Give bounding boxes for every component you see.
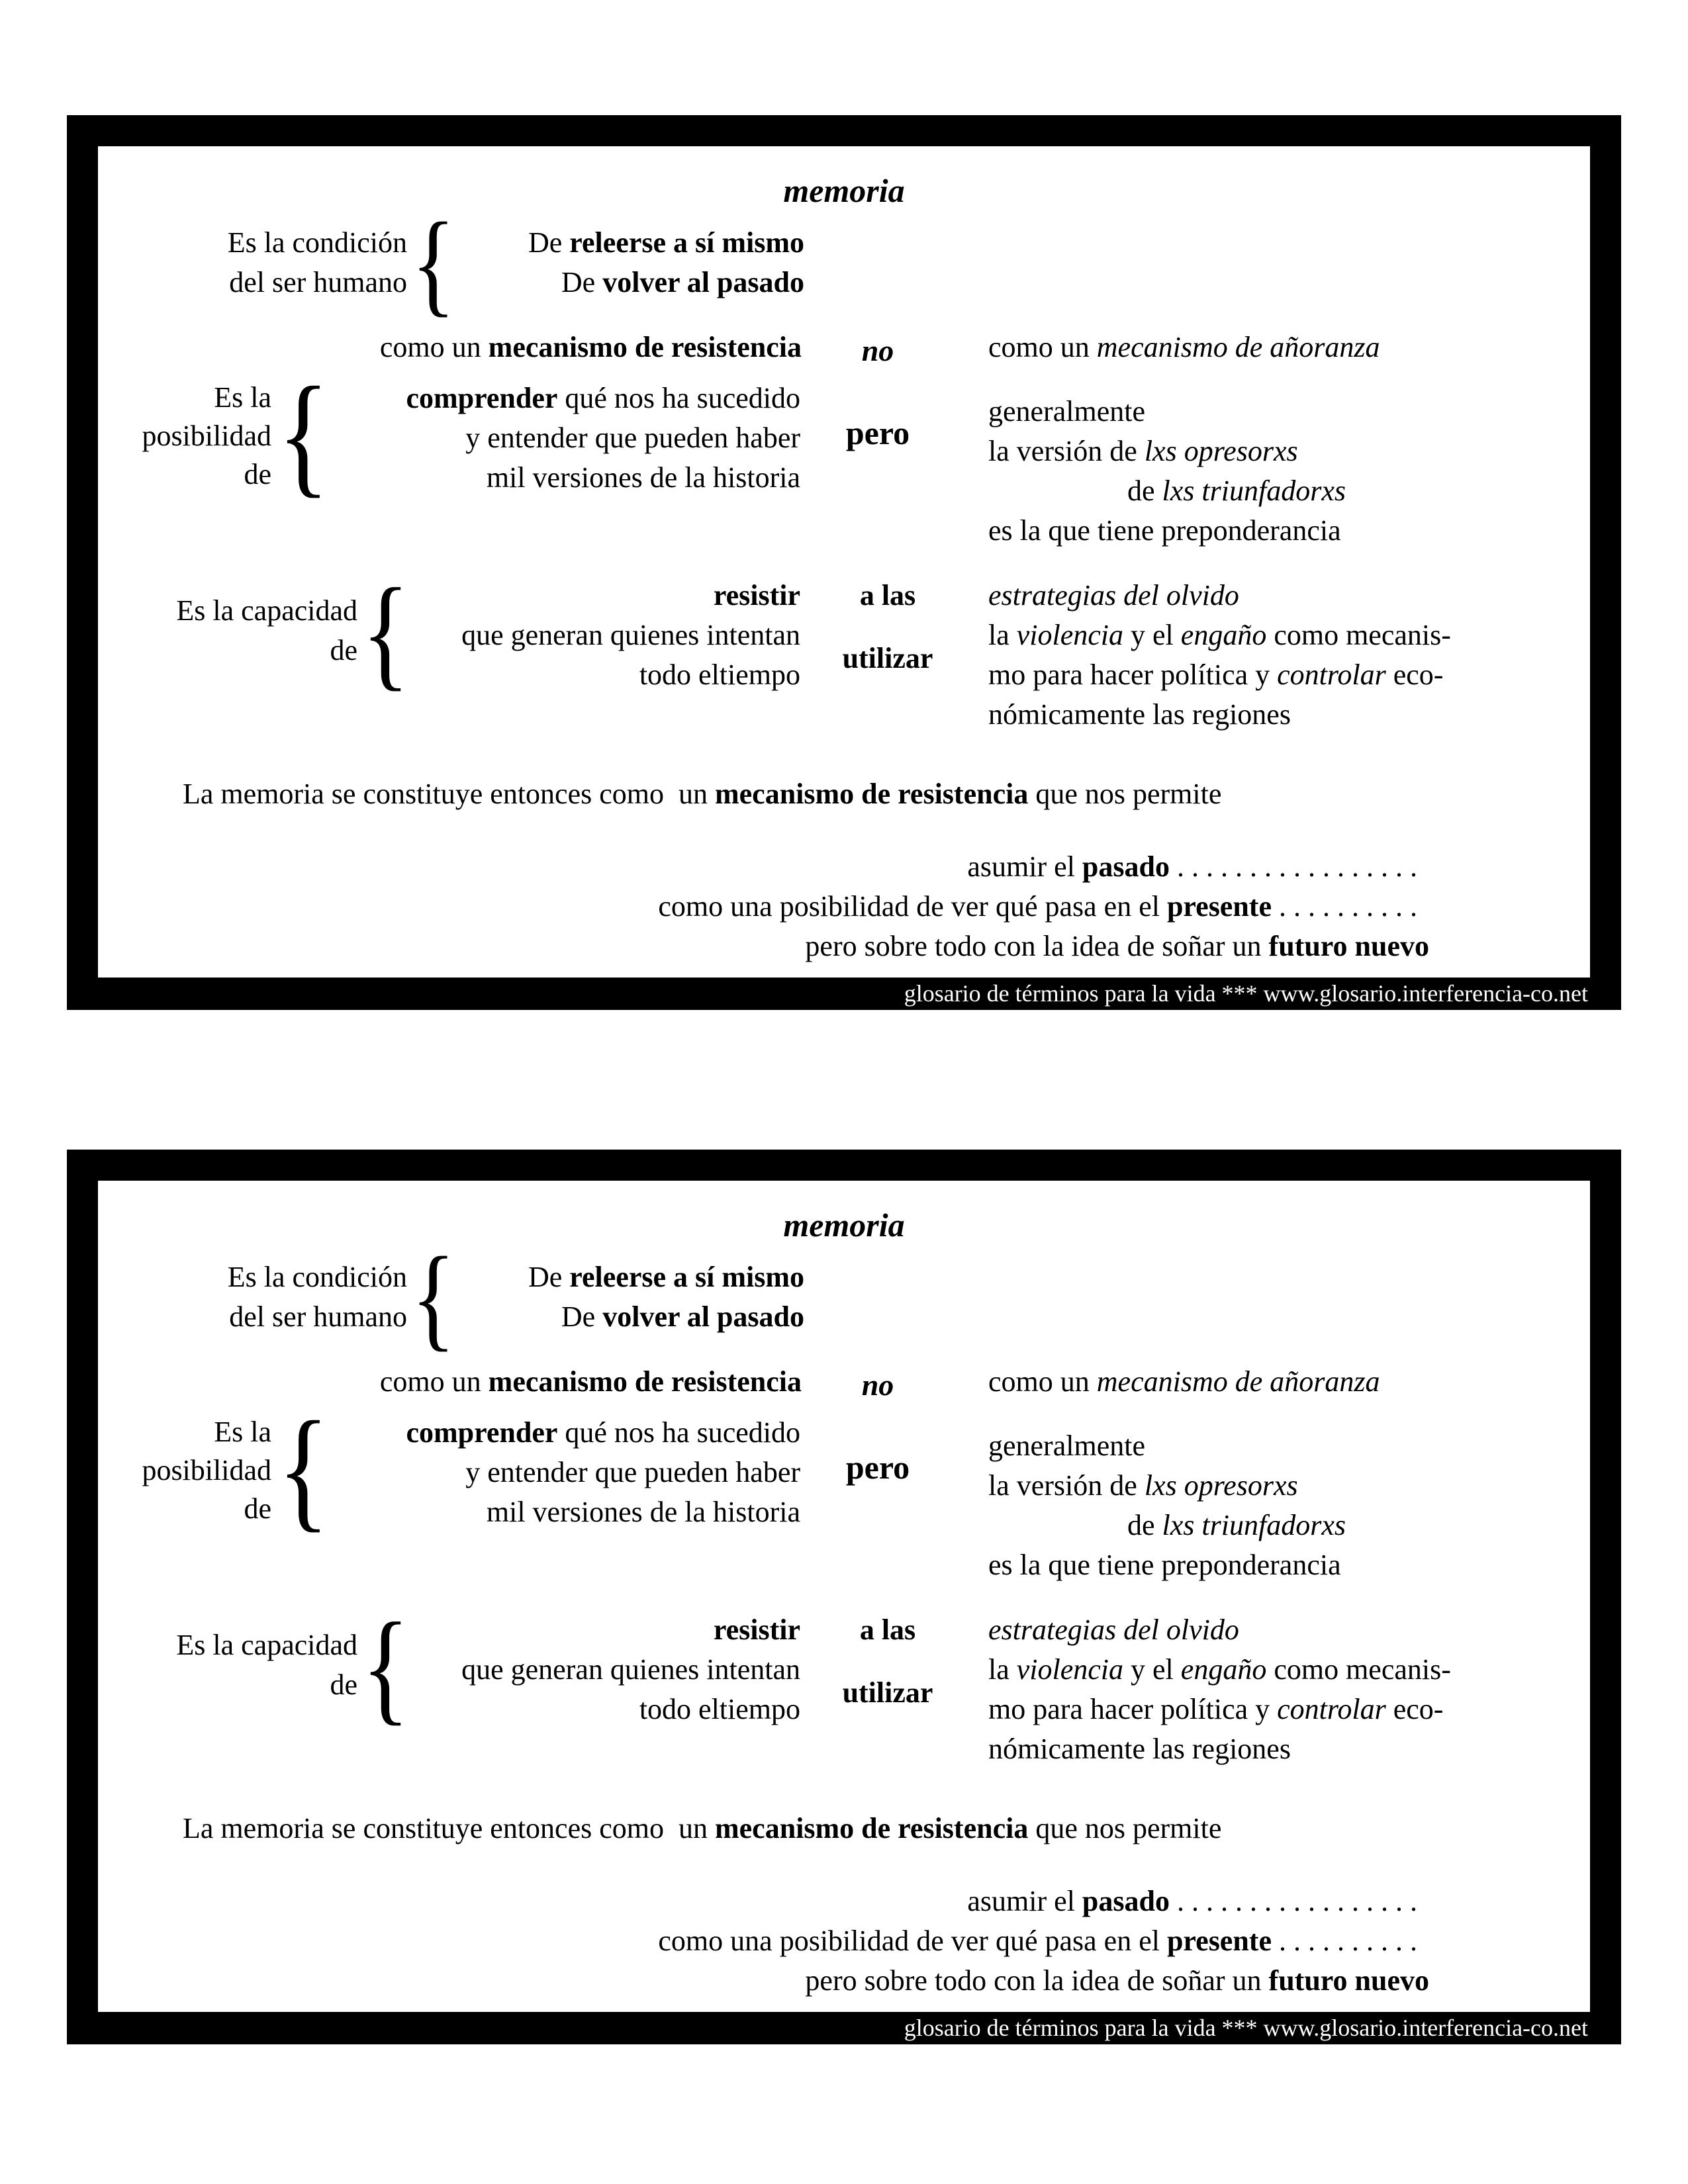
no-connector: no: [861, 334, 894, 367]
estrategias-block: estrategias del olvido la violencia y el engaño como mecanis- mo para hacer política y controlar eco- nómicamente las regiones: [988, 579, 1451, 731]
generalmente-block: generalmente la versión de lxs opresorxs: [988, 1430, 1298, 1502]
posibilidad-items: comprender qué nos ha sucedido y entender que pueden haber mil versiones de la historia: [406, 1416, 800, 1528]
presente-line: como una posibilidad de ver qué pasa en el presente . . . . . . . . . .: [658, 890, 1417, 923]
utilizar-connector: utilizar: [842, 1676, 933, 1709]
card-title: memoria: [783, 172, 905, 209]
card-content: [67, 115, 1621, 1010]
capacidad-label: Es la capacidad de: [176, 1629, 357, 1701]
no-connector: no: [861, 1368, 894, 1402]
brace-posibilidad: {: [277, 359, 330, 510]
brace-capacidad: {: [361, 563, 410, 702]
posibilidad-items: comprender qué nos ha sucedido y entender que pueden haber mil versiones de la historia: [406, 382, 800, 494]
resistencia-phrase: como un mecanismo de resistencia: [379, 1365, 802, 1398]
presente-line: como una posibilidad de ver qué pasa en el presente . . . . . . . . . .: [658, 1925, 1417, 1957]
preponderancia-line: es la que tiene preponderancia: [988, 1549, 1341, 1581]
condition-items: De releerse a sí mismo De volver al pasado: [528, 1261, 804, 1333]
triunfadorxs-line: de lxs triunfadorxs: [1127, 475, 1346, 507]
conclusion-line: La memoria se constituye entonces como un mecanismo de resistencia que nos permite: [183, 1812, 1222, 1844]
posibilidad-label: Es la posibilidad de: [142, 1416, 271, 1525]
futuro-line: pero sobre todo con la idea de soñar un futuro nuevo: [805, 930, 1429, 962]
condition-items: De releerse a sí mismo De volver al pasado: [528, 226, 804, 298]
anoranza-phrase: como un mecanismo de añoranza: [988, 1365, 1380, 1398]
capacidad-items: resistir que generan quienes intentan todo eltiempo: [461, 579, 800, 691]
capacidad-items: resistir que generan quienes intentan todo eltiempo: [461, 1614, 800, 1725]
asumir-line: asumir el pasado . . . . . . . . . . . . . . . . .: [967, 850, 1417, 883]
a-las-connector: a las: [859, 579, 916, 612]
flyer-card-2: [67, 1150, 1621, 2044]
card-footer-credit: glosario de términos para la vida *** www.glosario.interferencia-co.net: [67, 2012, 1621, 2044]
brace-condition: {: [411, 199, 456, 327]
posibilidad-label: Es la posibilidad de: [142, 381, 271, 490]
pero-connector: pero: [845, 414, 910, 451]
condition-label: Es la condición del ser humano: [227, 1261, 407, 1333]
asumir-line: asumir el pasado . . . . . . . . . . . . . . . . .: [967, 1885, 1417, 1917]
triunfadorxs-line: de lxs triunfadorxs: [1127, 1509, 1346, 1541]
utilizar-connector: utilizar: [842, 642, 933, 674]
resistencia-phrase: como un mecanismo de resistencia: [379, 331, 802, 363]
generalmente-block: generalmente la versión de lxs opresorxs: [988, 395, 1298, 467]
brace-posibilidad: {: [277, 1394, 330, 1544]
preponderancia-line: es la que tiene preponderancia: [988, 514, 1341, 547]
a-las-connector: a las: [859, 1614, 916, 1646]
flyer-card-1: [67, 115, 1621, 1010]
condition-label: Es la condición del ser humano: [227, 226, 407, 298]
brace-condition: {: [411, 1233, 456, 1361]
conclusion-line: La memoria se constituye entonces como un mecanismo de resistencia que nos permite: [183, 778, 1222, 810]
anoranza-phrase: como un mecanismo de añoranza: [988, 331, 1380, 363]
pero-connector: pero: [845, 1449, 910, 1486]
capacidad-label: Es la capacidad de: [176, 594, 357, 666]
futuro-line: pero sobre todo con la idea de soñar un futuro nuevo: [805, 1964, 1429, 1997]
card-footer-credit: glosario de términos para la vida *** www.glosario.interferencia-co.net: [67, 978, 1621, 1010]
brace-capacidad: {: [361, 1598, 410, 1737]
estrategias-block: estrategias del olvido la violencia y el engaño como mecanis- mo para hacer política y controlar eco- nómicamente las regiones: [988, 1614, 1451, 1765]
card-title: memoria: [783, 1206, 905, 1244]
card-content: [67, 1150, 1621, 2044]
